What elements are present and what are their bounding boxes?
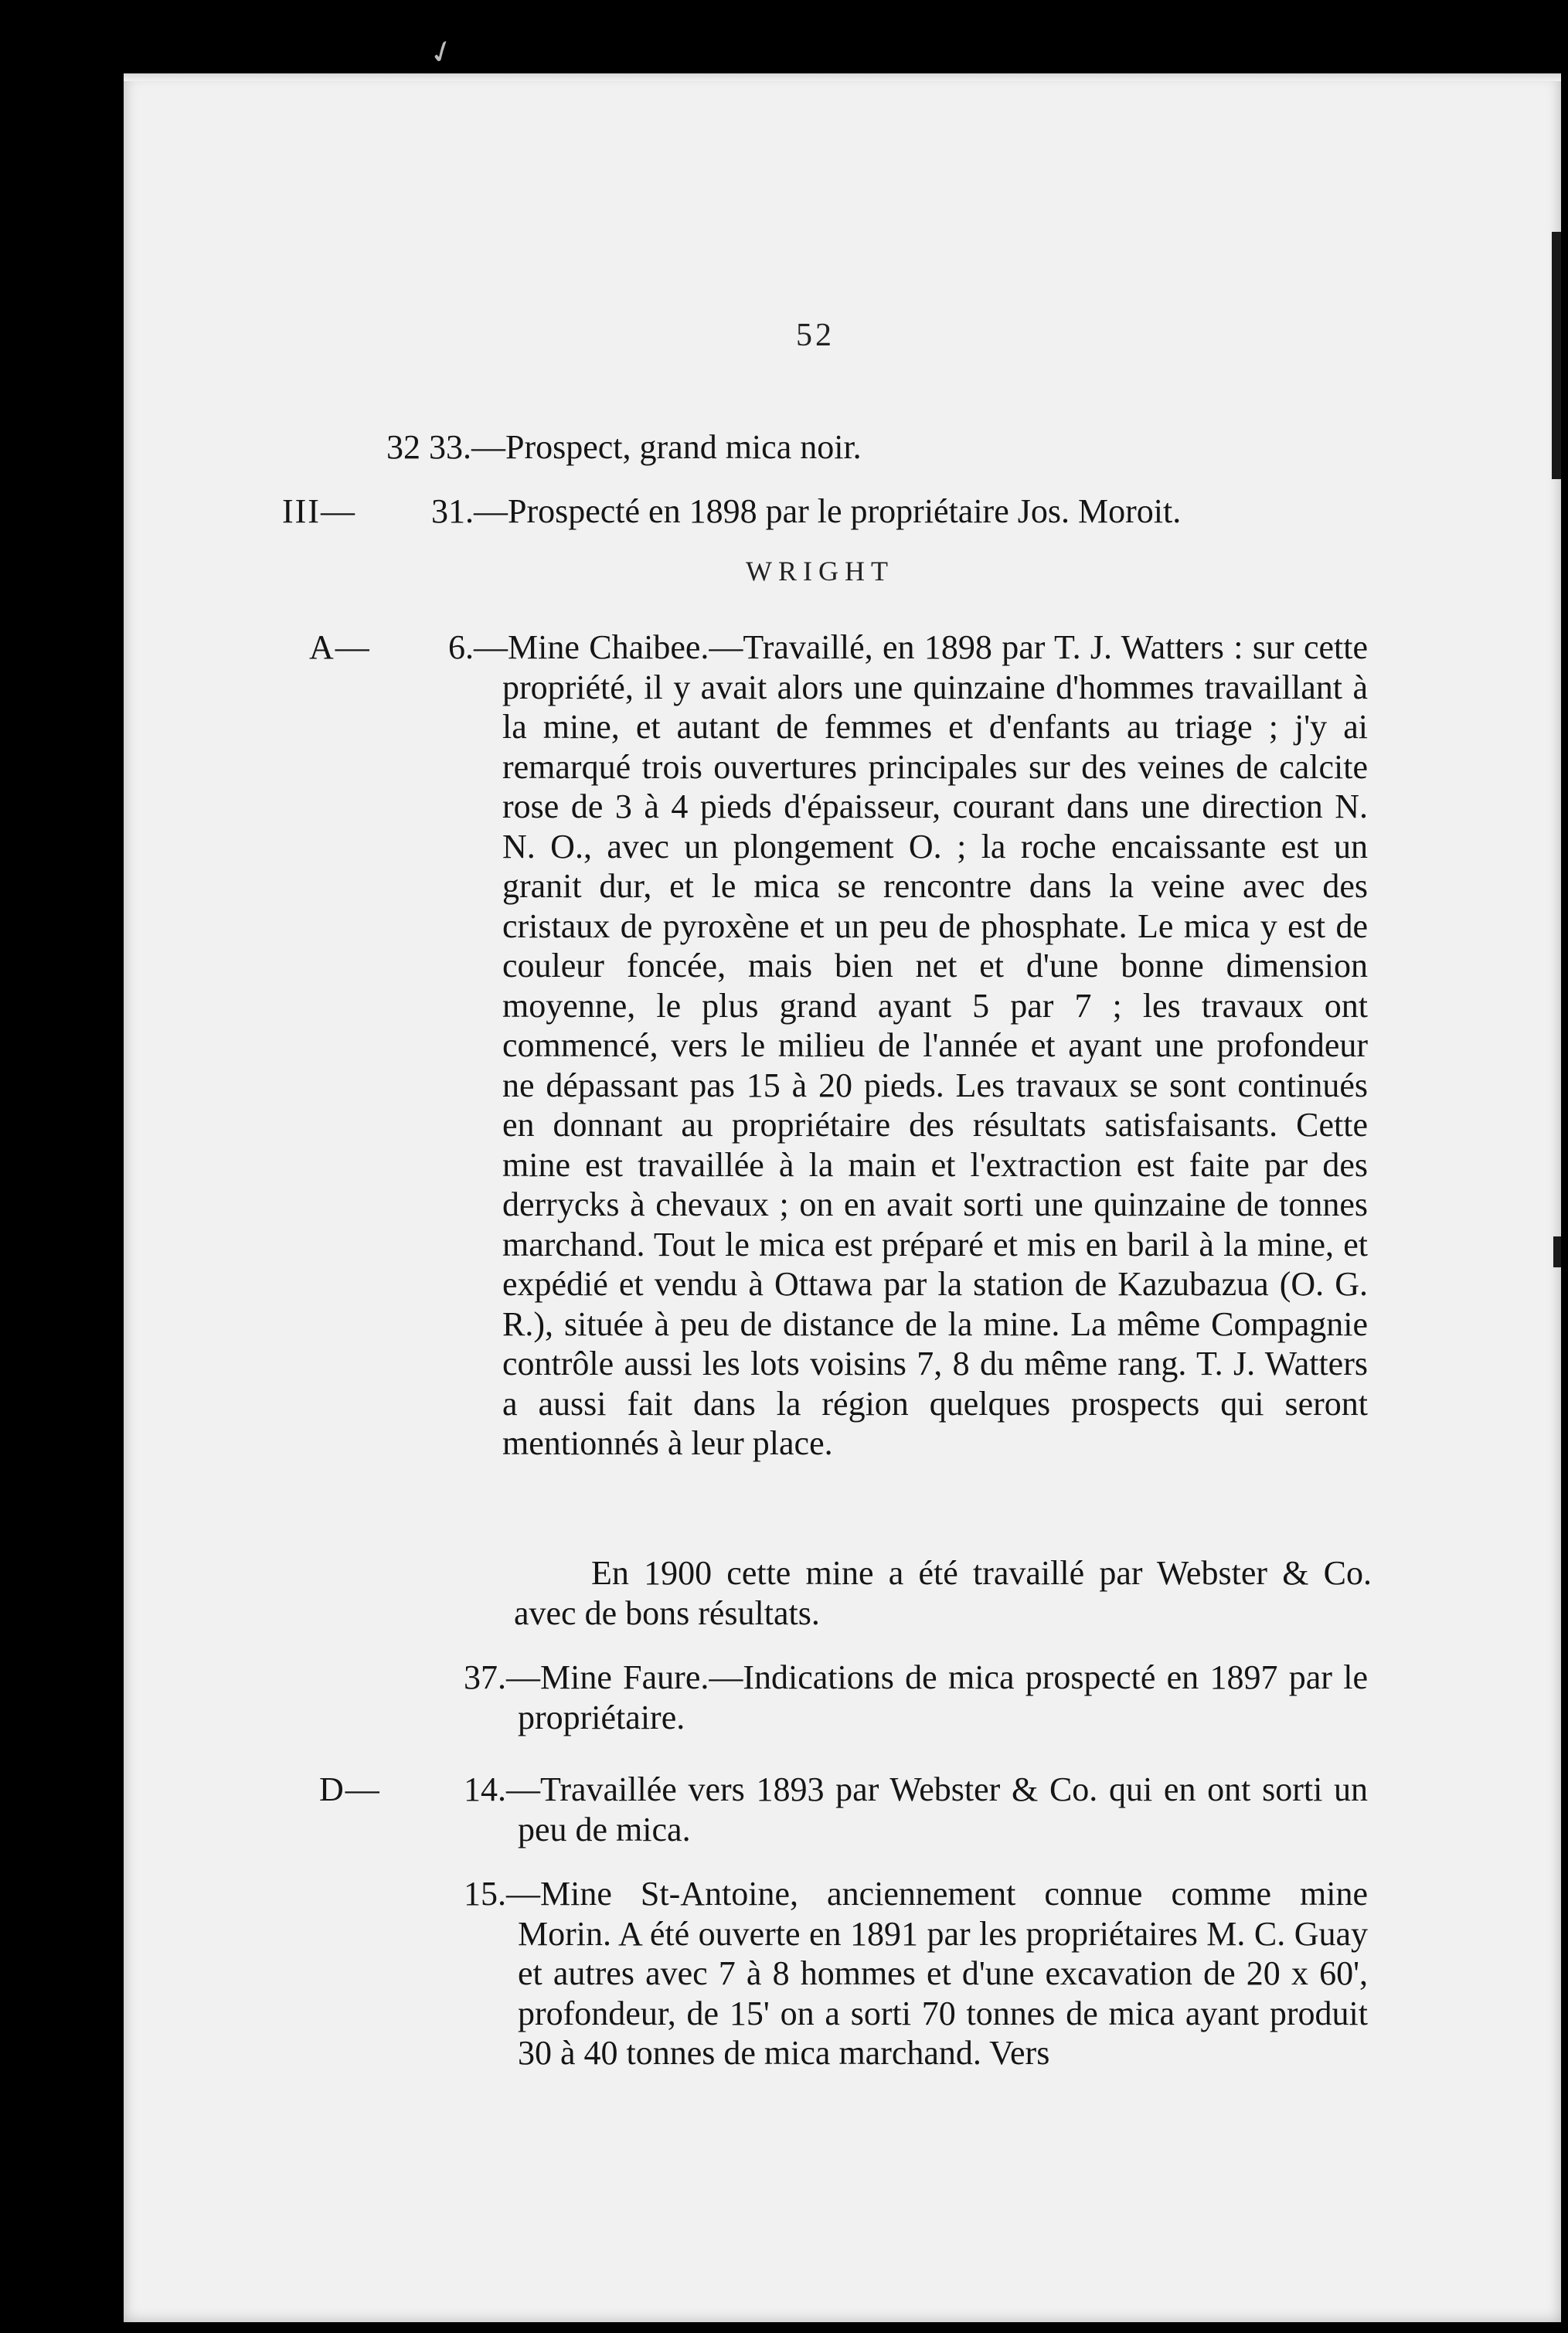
page-number: 52 — [796, 318, 835, 353]
page-binding-edge-mark — [1553, 1236, 1561, 1267]
scan-check-mark: ✓ — [423, 31, 461, 73]
entry-15-mine-st-antoine: 15.—Mine St-Antoine, anciennement connue comme mine Morin. A été ouverte en 1891 par les propriétaires M. C. Guay et autres avec 7 à 8 hommes et d'une excavation de 20 x 60', profondeur, de 15' on a sorti 70 tonnes de mica ayant produit 30 à 40 tonnes de mica marchand. Vers — [464, 1875, 1368, 2072]
entry-37-mine-faure: 37.—Mine Faure.—Indications de mica prospecté en 1897 par le propriétaire. — [464, 1658, 1368, 1736]
page-binding-edge-mark — [1552, 232, 1561, 479]
margin-label-d: D— — [319, 1770, 381, 1808]
entry-6-mine-chaibee: 6.—Mine Chaibee.—Travaillé, en 1898 par T. J. Watters : sur cette propriété, il y avait alors une quinzaine d'hommes travaillant à la mine, et autant de femmes et d'enfants au triage ; j'y ai remarqué trois ouvertures principales sur des veines de calcite rose de 3 à 4 pieds d'épaisseur, courant dans une direction N. N. O., avec un plongement O. ; la roche encaissante est un granit dur, et le mica se rencontre dans la veine avec des cristaux de pyroxène et un peu de phosphate. Le mica y est de couleur foncée, mais bien net et d'une bonne dimension moyenne, le plus grand ayant 5 par 7 ; les travaux ont commencé, vers le milieu de l'année et ayant une profondeur ne dépassant pas 15 à 20 pieds. Les travaux se sont continués en donnant au propriétaire des résultats satisfaisants. Cette mine est travaillée à la main et l'extraction est faite par des derrycks à chevaux ; on en avait sorti une quinzaine de tonnes marchand. Tout le mica est préparé et mis en baril à la mine, et expédié et vendu à Ottawa par la station de Kazubazua (O. G. R.), située à peu de distance de la mine. La même Compagnie contrôle aussi les lots voisins 7, 8 du même rang. T. J. Watters a aussi fait dans la région quelques prospects qui seront mentionnés à leur place. — [448, 628, 1368, 1462]
paragraph-1900-webster: En 1900 cette mine a été travaillé par Webster & Co. avec de bons résultats. — [514, 1554, 1372, 1632]
section-heading: WRIGHT — [746, 556, 894, 587]
entry-32-33: 32 33.—Prospect, grand mica noir. — [386, 428, 862, 466]
margin-label-a: A— — [309, 628, 371, 666]
margin-label-iii: III— — [282, 492, 356, 530]
page-top-edge — [124, 73, 1561, 81]
entry-31: 31.—Prospecté en 1898 par le propriétaire Jos. Moroit. — [431, 492, 1182, 530]
entry-14: 14.—Travaillée vers 1893 par Webster & Co. qui en ont sorti un peu de mica. — [464, 1770, 1368, 1848]
